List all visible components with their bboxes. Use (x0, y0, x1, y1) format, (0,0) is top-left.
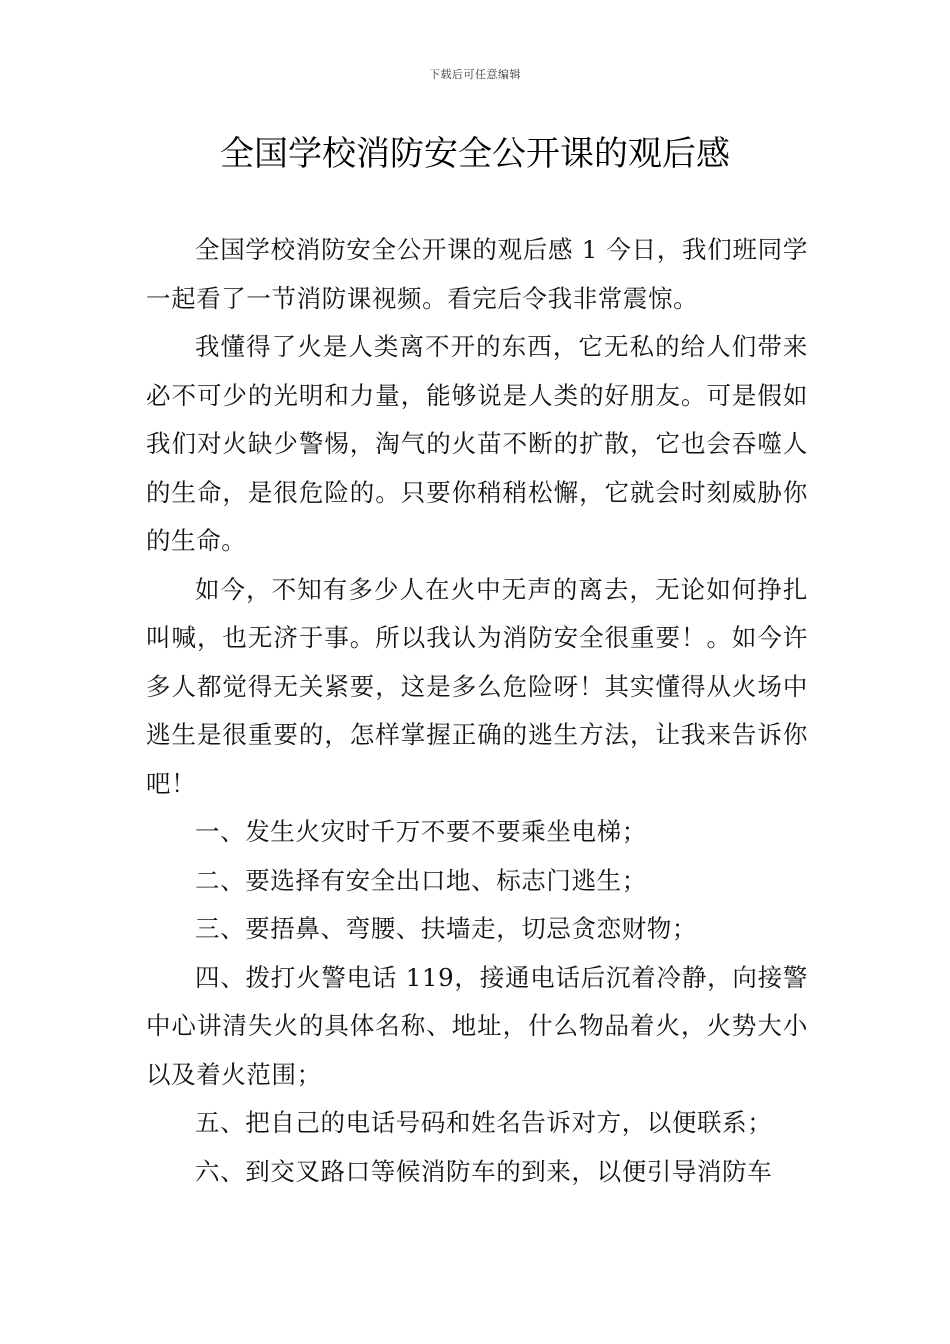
paragraph-intro: 全国学校消防安全公开课的观后感 1 今日，我们班同学一起看了一节消防课视频。看完后令我非常震惊。 (146, 235, 808, 313)
list-item-6: 六、到交叉路口等候消防车的到来，以便引导消防车 (195, 1156, 773, 1186)
header-note: 下载后可任意编辑 (429, 68, 521, 81)
paragraph-importance: 如今，不知有多少人在火中无声的离去，无论如何挣扎叫喊，也无济于事。所以我认为消防安全很重要！。如今许多人都觉得无关紧要，这是多么危险呀！其实懂得从火场中逃生是很重要的，怎样掌握正确的逃生方法，让我来告诉你吧！ (146, 574, 808, 798)
paragraph-fire-nature: 我懂得了火是人类离不开的东西，它无私的给人们带来必不可少的光明和力量，能够说是人类的好朋友。可是假如我们对火缺少警惕，淘气的火苗不断的扩散，它也会吞噬人的生命，是很危险的。只要你稍稍松懈，它就会时刻威胁你的生命。 (146, 332, 808, 555)
list-item-4: 四、拨打火警电话 119，接通电话后沉着冷静，向接警中心讲清失火的具体名称、地址，什么物品着火，火势大小以及着火范围； (146, 962, 808, 1089)
document-body (146, 226, 808, 1196)
list-item-1: 一、发生火灾时千万不要不要乘坐电梯； (195, 817, 647, 846)
list-item-2: 二、要选择有安全出口地、标志门逃生； (195, 865, 647, 895)
list-item-3: 三、要捂鼻、弯腰、扶墙走，切忌贪恋财物； (195, 914, 697, 943)
list-item-5: 五、把自己的电话号码和姓名告诉对方，以便联系； (195, 1108, 773, 1137)
page-title: 全国学校消防安全公开课的观后感 (220, 134, 730, 174)
